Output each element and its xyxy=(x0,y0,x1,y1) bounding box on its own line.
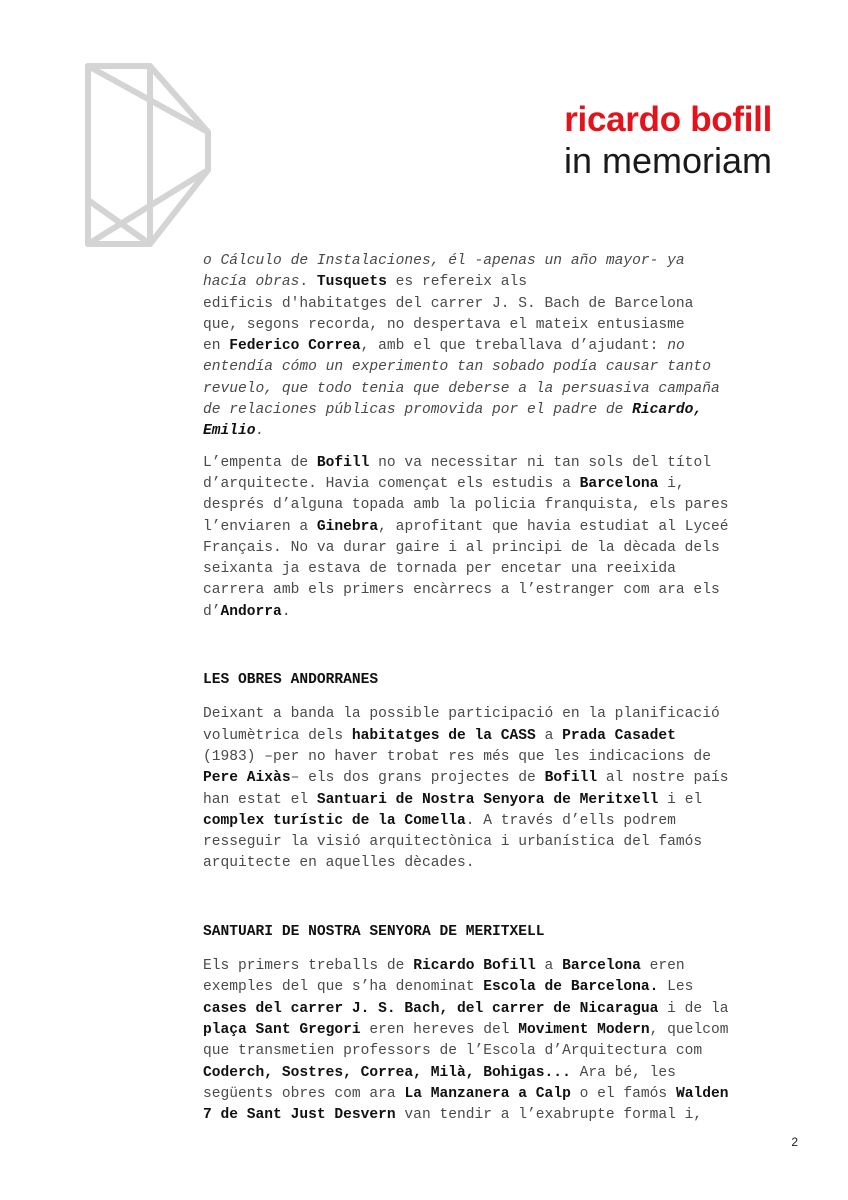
text: o el famós xyxy=(570,1085,676,1102)
text: que, segons recorda, no despertava el mateix entusiasme xyxy=(203,316,685,333)
page-number: 2 xyxy=(791,1135,798,1149)
text: no va necessitar ni tan sols del títol xyxy=(369,454,711,471)
text: es refereix als xyxy=(386,274,528,291)
article-body xyxy=(203,251,783,1126)
text: a xyxy=(535,958,563,975)
text: , aprofitant que havia estudiat al Lyceé xyxy=(378,518,729,535)
text-bold: Bofill xyxy=(544,770,598,787)
text: arquitecte en aquelles dècades. xyxy=(203,855,475,872)
text-italic: revuelo, que todo tenia que deberse a la persuasiva campaña xyxy=(203,380,720,397)
paragraph-3 xyxy=(203,704,783,874)
text-bold-italic: Emilio xyxy=(203,423,256,440)
title-subtitle: in memoriam xyxy=(563,140,772,181)
text-bold: Federico Correa xyxy=(229,338,361,355)
text-bold: Tusquets xyxy=(316,274,387,291)
text-bold: Ginebra xyxy=(316,518,379,535)
text: . xyxy=(281,603,291,620)
text: resseguir la visió arquitectònica i urbanística del famós xyxy=(203,834,703,851)
paragraph-2 xyxy=(203,453,783,623)
section-heading: LES OBRES ANDORRANES xyxy=(203,672,379,689)
text: després d’alguna topada amb la policia franquista, els pares xyxy=(203,497,729,514)
text: , amb el que treballava d’ajudant: xyxy=(360,338,668,355)
text-bold: Santuari de Nostra Senyora de Meritxell xyxy=(316,791,659,808)
text: en xyxy=(203,338,230,355)
text: l’enviaren a xyxy=(203,518,317,535)
text-bold: Pere Aixàs xyxy=(203,770,291,787)
paragraph-1 xyxy=(203,251,783,443)
text: eren hereves del xyxy=(360,1021,519,1038)
text: carrera amb els primers encàrrecs a l’estranger com ara els xyxy=(203,582,720,599)
text: i de la xyxy=(658,1000,729,1017)
text-italic: hacía obras xyxy=(203,274,300,291)
text: – els dos grans projectes de xyxy=(290,770,545,787)
text: i el xyxy=(658,791,703,808)
text: Deixant a banda la possible participació en la planificació xyxy=(203,706,720,723)
text: L’empenta de xyxy=(203,454,317,471)
text-bold: complex turístic de la Comella xyxy=(203,812,466,829)
text-italic: entendía cómo un experimento tan sobado podía causar tanto xyxy=(203,359,711,376)
text: d’ xyxy=(203,603,221,620)
text-italic: . xyxy=(255,423,265,440)
text: , quelcom xyxy=(649,1021,729,1038)
text-bold: Prada Casadet xyxy=(562,727,676,744)
text-bold: La Manzanera a Calp xyxy=(404,1085,571,1102)
text-bold: cases del carrer J. S. Bach, del carrer de Nicaragua xyxy=(203,1000,659,1017)
text: . xyxy=(299,274,317,291)
text: Français. No va durar gaire i al principi de la dècada dels xyxy=(203,539,720,556)
text: exemples del que s’ha denominat xyxy=(203,979,484,996)
text-bold: plaça Sant Gregori xyxy=(203,1021,361,1038)
text-italic: no xyxy=(667,338,685,355)
text-italic: o Cálculo de Instalaciones, él -apenas un año mayor- ya xyxy=(203,253,685,269)
document-title xyxy=(564,100,772,182)
text: d’arquitecte. Havia començat els estudis a xyxy=(203,475,580,492)
text: i, xyxy=(658,475,685,492)
text: van tendir a l’exabrupte formal i, xyxy=(395,1107,703,1124)
text-bold: Walden xyxy=(675,1085,729,1102)
text: Les xyxy=(658,979,694,996)
text-bold: Ricardo Bofill xyxy=(413,958,536,975)
text: volumètrica dels xyxy=(203,727,352,744)
text-bold: Andorra xyxy=(220,603,282,620)
text-bold: Barcelona xyxy=(579,475,659,492)
text: . A través d’ells podrem xyxy=(465,812,676,829)
paragraph-4 xyxy=(203,956,783,1126)
text: Ara bé, les xyxy=(570,1064,676,1081)
text: edificis d'habitatges del carrer J. S. Bach de Barcelona xyxy=(203,295,694,312)
text: eren xyxy=(640,958,685,975)
text-bold: Moviment Modern xyxy=(518,1021,650,1038)
text: al nostre país xyxy=(597,770,729,787)
text-bold: Escola de Barcelona. xyxy=(483,979,659,996)
text: seixanta ja estava de tornada per encetar una reeixida xyxy=(203,561,676,578)
text-italic: de relaciones públicas promovida por el padre de xyxy=(203,402,633,419)
text: que transmetien professors de l’Escola d’Arquitectura com xyxy=(203,1043,703,1060)
title-name: ricardo bofill xyxy=(564,100,772,139)
text-bold: Coderch, Sostres, Correa, Milà, Bohigas... xyxy=(203,1064,571,1081)
text-bold: Bofill xyxy=(316,454,370,471)
text: següents obres com ara xyxy=(203,1085,405,1102)
text: (1983) –per no haver trobat res més que les indicacions de xyxy=(203,748,711,765)
text-bold: habitatges de la CASS xyxy=(351,727,536,744)
text-bold: 7 de Sant Just Desvern xyxy=(203,1107,396,1124)
architecture-logo-icon xyxy=(80,60,215,250)
text-bold: Barcelona xyxy=(562,958,641,975)
section-heading: SANTUARI DE NOSTRA SENYORA DE MERITXELL xyxy=(203,923,545,940)
text: a xyxy=(535,727,563,744)
text-bold-italic: Ricardo, xyxy=(632,402,703,419)
text: Els primers treballs de xyxy=(203,958,414,975)
text: han estat el xyxy=(203,791,317,808)
